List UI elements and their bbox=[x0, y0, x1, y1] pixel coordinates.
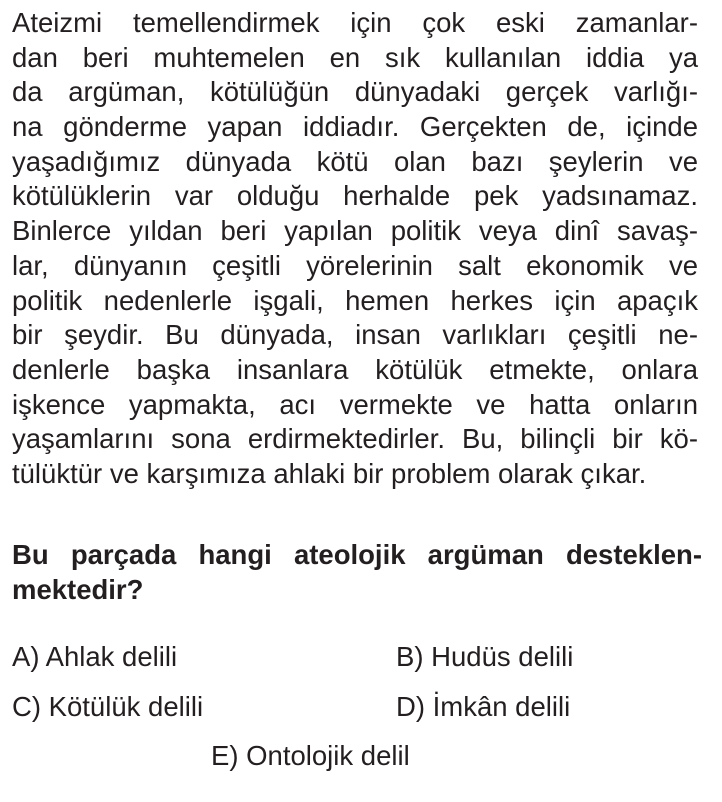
passage-text bbox=[12, 6, 698, 492]
passage-line: yaşadığımız dünyada kötü olan bazı şeylerin ve bbox=[12, 145, 698, 177]
question-text bbox=[12, 537, 702, 607]
passage-line: Ateizmi temellendirmek için çok eski zamanlar- bbox=[12, 7, 698, 38]
passage-line: bir şeydir. Bu dünyada, insan varlıkları çeşitli ne- bbox=[12, 319, 698, 351]
passage-line: dan beri muhtemelen en sık kullanılan iddia ya bbox=[12, 41, 698, 73]
passage-line: Binlerce yıldan beri yapılan politik veya dinî savaş- bbox=[12, 215, 698, 247]
option-d[interactable]: D) İmkân delili bbox=[396, 691, 571, 722]
passage-line: denlerle başka insanlara kötülük etmekte, onlara bbox=[12, 353, 698, 385]
passage-line: işkence yapmakta, acı vermekte ve hatta onların bbox=[12, 388, 698, 420]
passage-line: kötülüklerin var olduğu herhalde pek yadsınamaz. bbox=[12, 180, 698, 212]
passage-line: da argüman, kötülüğün dünyadaki gerçek varlığı- bbox=[12, 76, 698, 108]
option-c[interactable]: C) Kötülük delili bbox=[12, 691, 204, 722]
question-line: mektedir? bbox=[12, 574, 144, 605]
passage-line: yaşamlarını sona erdirmektedirler. Bu, bilinçli bir kö- bbox=[12, 423, 698, 455]
passage-line: lar, dünyanın çeşitli yörelerinin salt ekonomik ve bbox=[12, 249, 698, 281]
passage-line: tülüktür ve karşımıza ahlaki bir problem olarak çıkar. bbox=[12, 457, 647, 489]
option-b[interactable]: B) Hudüs delili bbox=[396, 641, 574, 672]
option-e[interactable]: E) Ontolojik delil bbox=[211, 740, 410, 771]
question-line: Bu parçada hangi ateolojik argüman desteklen- bbox=[12, 539, 702, 570]
passage-line: na gönderme yapan iddiadır. Gerçekten de, içinde bbox=[12, 111, 698, 143]
passage-line: politik nedenlerle işgali, hemen herkes için apaçık bbox=[12, 284, 698, 316]
option-a[interactable]: A) Ahlak delili bbox=[12, 641, 178, 672]
